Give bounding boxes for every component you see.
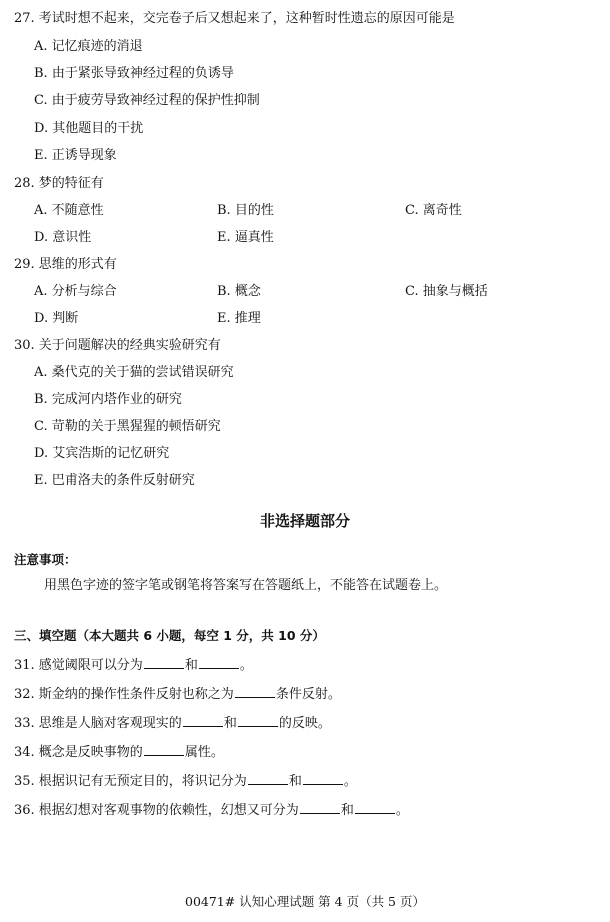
question-32 — [14, 685, 341, 703]
q34-text-a: 34. 概念是反映事物的 — [14, 745, 143, 760]
q29-option-a: A. 分析与综合 — [34, 284, 117, 299]
q33-text-c: 的反映。 — [278, 716, 331, 731]
q33-blank-2 — [238, 714, 278, 727]
q31-text-c: 。 — [239, 658, 253, 673]
q35-blank-2 — [303, 772, 343, 785]
notice-text: 用黑色字迹的签字笔或钢笔将答案写在答题纸上，不能答在试题卷上。 — [44, 578, 448, 593]
question-27-stem: 27. 考试时想不起来，交完卷子后又想起来了，这种暂时性遗忘的原因可能是 — [14, 11, 455, 26]
q28-option-e: E. 逼真性 — [217, 230, 274, 245]
q33-blank-1 — [183, 714, 223, 727]
question-31 — [14, 656, 253, 674]
q31-blank-2 — [199, 656, 239, 669]
q33-text-a: 33. 思维是人脑对客观现实的 — [14, 716, 182, 731]
q30-option-e: E. 巴甫洛夫的条件反射研究 — [34, 473, 195, 488]
q35-text-a: 35. 根据识记有无预定目的，将识记分为 — [14, 774, 247, 789]
q35-text-c: 。 — [343, 774, 357, 789]
q32-text-a: 32. 斯金纳的操作性条件反射也称之为 — [14, 687, 234, 702]
q30-option-a: A. 桑代克的关于猫的尝试错误研究 — [34, 365, 234, 380]
q29-option-d: D. 判断 — [34, 311, 79, 326]
q27-option-d: D. 其他题目的干扰 — [34, 121, 144, 136]
q27-option-e: E. 正诱导现象 — [34, 148, 117, 163]
q27-option-a: A. 记忆痕迹的消退 — [34, 39, 143, 54]
q29-option-e: E. 推理 — [217, 311, 261, 326]
question-33 — [14, 714, 331, 732]
q30-option-d: D. 艾宾浩斯的记忆研究 — [34, 446, 170, 461]
q31-blank-1 — [144, 656, 184, 669]
q34-blank-1 — [144, 743, 184, 756]
q28-option-a: A. 不随意性 — [34, 203, 104, 218]
q28-option-c: C. 离奇性 — [405, 203, 462, 218]
q28-option-d: D. 意识性 — [34, 230, 92, 245]
q27-option-b: B. 由于紧张导致神经过程的负诱导 — [34, 66, 234, 81]
notice-heading: 注意事项： — [14, 552, 77, 567]
q31-text-a: 31. 感觉阈限可以分为 — [14, 658, 143, 673]
q32-text-b: 条件反射。 — [275, 687, 341, 702]
q36-text-c: 。 — [395, 803, 409, 818]
q30-option-c: C. 苛勒的关于黑猩猩的顿悟研究 — [34, 419, 221, 434]
q35-blank-1 — [248, 772, 288, 785]
q33-text-b: 和 — [223, 716, 237, 731]
q36-blank-1 — [300, 801, 340, 814]
q31-text-b: 和 — [184, 658, 198, 673]
section-title: 非选择题部分 — [259, 512, 350, 530]
q27-option-c: C. 由于疲劳导致神经过程的保护性抑制 — [34, 93, 260, 108]
q36-text-b: 和 — [340, 803, 354, 818]
question-35 — [14, 772, 357, 790]
q36-text-a: 36. 根据幻想对客观事物的依赖性，幻想又可分为 — [14, 803, 299, 818]
q29-option-c: C. 抽象与概括 — [405, 284, 488, 299]
q35-text-b: 和 — [288, 774, 302, 789]
question-34 — [14, 743, 224, 761]
q28-option-b: B. 目的性 — [217, 203, 274, 218]
q29-option-b: B. 概念 — [217, 284, 261, 299]
question-36 — [14, 801, 409, 819]
page-footer: 00471# 认知心理试题 第 4 页（共 5 页） — [185, 894, 425, 909]
q36-blank-2 — [355, 801, 395, 814]
question-28-stem: 28. 梦的特征有 — [14, 176, 104, 191]
question-29-stem: 29. 思维的形式有 — [14, 257, 117, 272]
q34-text-b: 属性。 — [184, 745, 224, 760]
part3-heading: 三、填空题（本大题共 6 小题，每空 1 分，共 10 分） — [14, 628, 325, 643]
question-30-stem: 30. 关于问题解决的经典实验研究有 — [14, 338, 221, 353]
q30-option-b: B. 完成河内塔作业的研究 — [34, 392, 182, 407]
q32-blank-1 — [235, 685, 275, 698]
